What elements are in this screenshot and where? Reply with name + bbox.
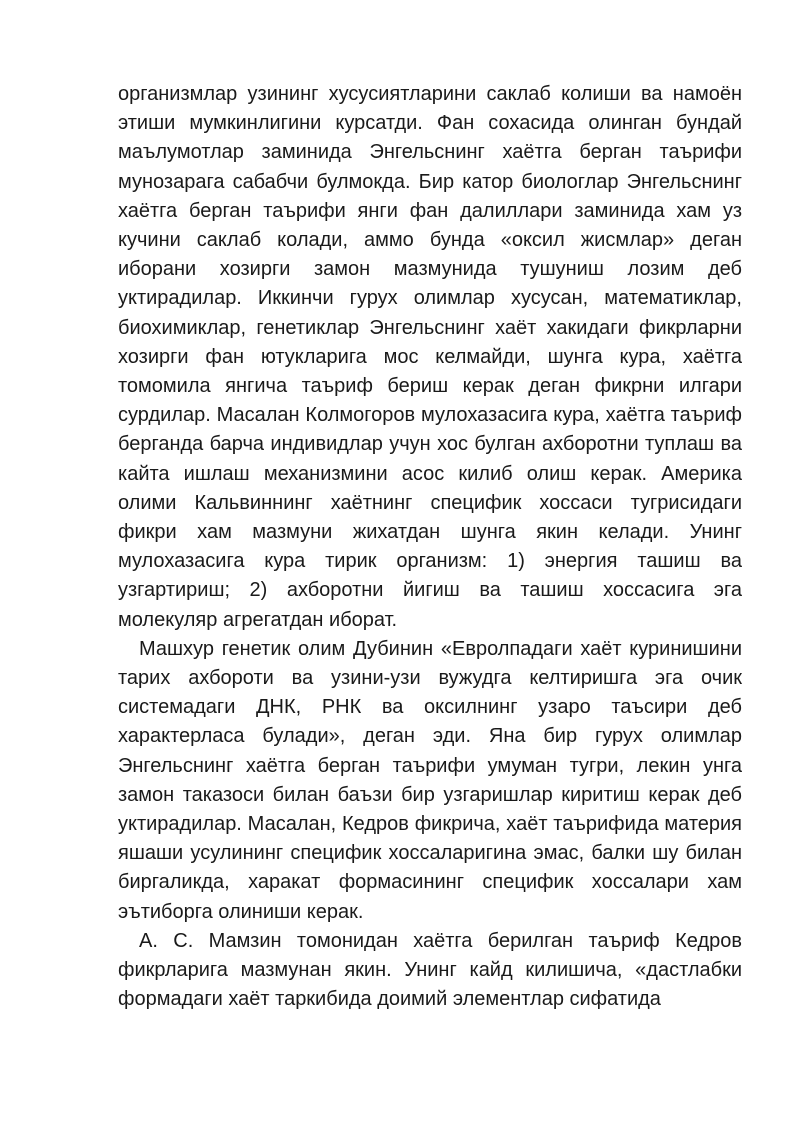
paragraph-2: Машхур генетик олим Дубинин «Евролпадаги хаёт куринишини тарих ахбороти ва узини-узи вужудга келтиришга эга очик системадаги ДНК, РНК ва оксилнинг узаро таъсири деб характерласа булади», деган эди. Яна бир гурух олимлар Энгельснинг хаётга берган таърифи умуман тугри, лекин унга замон таказоси билан баъзи бир узгаришлар киритиш керак деб уктирадилар. Масалан, Кедров фикрича, хаёт таърифида материя яшаши усулининг специфик хоссаларигина эмас, балки шу билан биргаликда, харакат формасининг специфик хоссалари хам эътиборга олиниши керак. <box>118 637 742 923</box>
paragraph-1: организмлар узининг хусусиятларини саклаб колиши ва намоён этиши мумкинлигини курсатди. Фан сохасида олинган бундай маълумотлар заминида Энгельснинг хаётга берган таърифи мунозарага сабабчи булмокда. Бир катор биологлар Энгельснинг хаётга берган таърифи янги фан далиллари заминида хам уз кучини саклаб колади, аммо бунда «оксил жисмлар» деган иборани хозирги замон мазмунида тушуниш лозим деб уктирадилар. Иккинчи гурух олимлар хусусан, математиклар, биохимиклар, генетиклар Энгельснинг хаёт хакидаги фикрларни хозирги фан ютукларига мос келмайди, шунга кура, хаётга томомила янгича таъриф бериш керак деган фикрни илгари сурдилар. Масалан Колмогоров мулохазасига кура, хаётга таъриф берганда барча индивидлар учун хос булган ахборотни туплаш ва кайта ишлаш механизмини асос килиб олиш керак. Америка олими Кальвиннинг хаётнинг специфик хоссаси тугрисидаги фикри хам мазмуни жихатдан шунга якин келади. Унинг мулохазасига кура тирик организм: 1) энергия ташиш ва узгартириш; 2) ахборотни йигиш ва ташиш хоссасига эга молекуляр агрегатдан иборат. <box>118 83 742 631</box>
paragraph-3: А. С. Мамзин томонидан хаётга берилган таъриф Кедров фикрларига мазмунан якин. Унинг кайд килишича, «дастлабки формадаги хаёт таркибида доимий элементлар сифатида <box>118 929 742 1011</box>
page-text-block <box>118 80 742 1015</box>
